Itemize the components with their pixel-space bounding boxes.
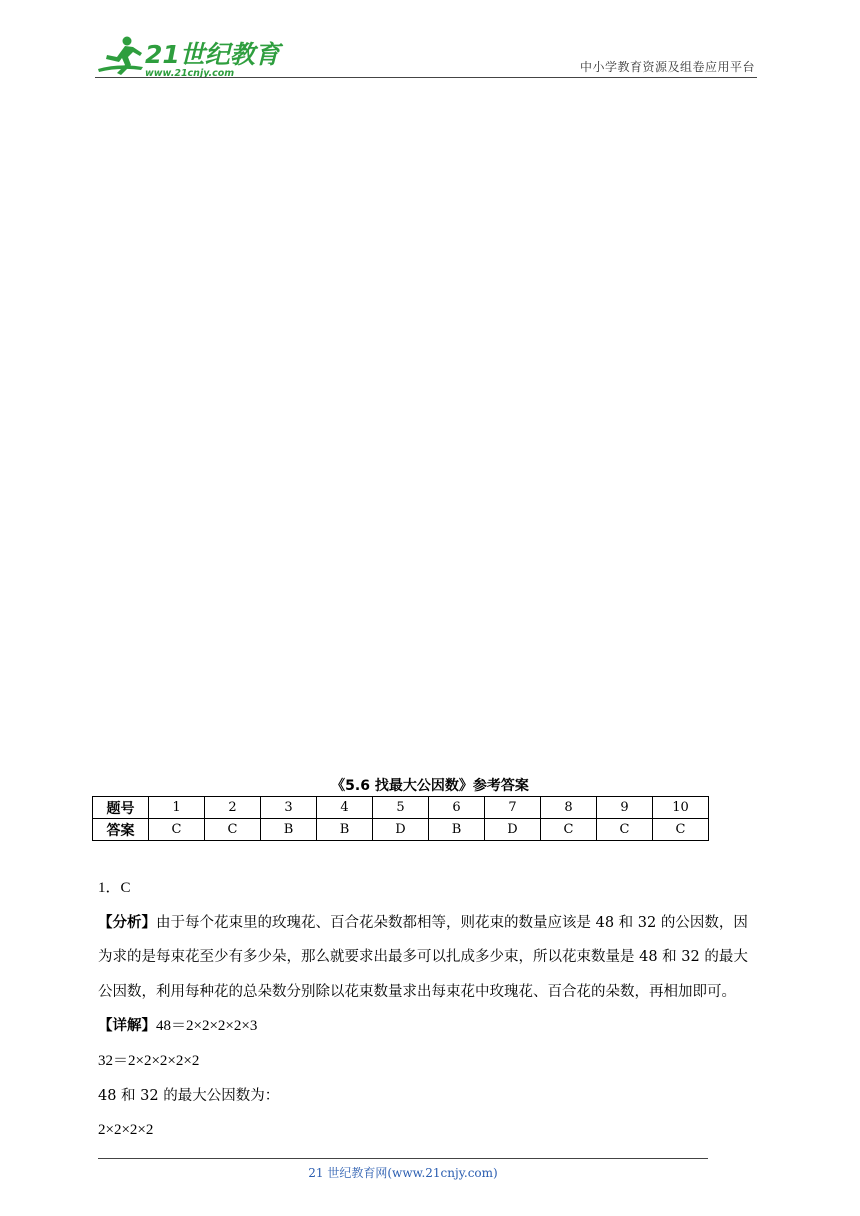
question-1-heading: 1．C: [98, 880, 131, 896]
question-number-cell: 9: [597, 797, 653, 819]
answer-cell: C: [149, 819, 205, 841]
question-number-cell: 2: [205, 797, 261, 819]
detail-line-2: 32＝2×2×2×2×2: [98, 1052, 200, 1069]
answer-cell: C: [597, 819, 653, 841]
detail-line-3: 48 和 32 的最大公因数为：: [98, 1087, 280, 1104]
answer-cell: D: [373, 819, 429, 841]
header-divider: [95, 77, 757, 78]
site-logo: [95, 33, 280, 79]
question-number-cell: 7: [485, 797, 541, 819]
detail-line-4: 2×2×2×2: [98, 1122, 154, 1139]
analysis-label: 【分析】: [98, 914, 156, 931]
solution-section: [98, 871, 770, 1148]
row-label-number: 题号: [93, 797, 149, 819]
detail-label: 【详解】: [98, 1018, 156, 1035]
page-header: [95, 30, 757, 78]
question-number-cell: 8: [541, 797, 597, 819]
analysis-paragraph: [98, 906, 770, 941]
answer-cell: B: [261, 819, 317, 841]
analysis-line-3: 公因数，利用每种花的总朵数分别除以花束数量求出每束花中玫瑰花、百合花的朵数，再相加即可。: [98, 983, 736, 1000]
analysis-line-2: 为求的是每束花至少有多少朵，那么就要求出最多可以扎成多少束，所以花束数量是 48 和 32 的最大: [98, 949, 748, 966]
question-number-cell: 6: [429, 797, 485, 819]
footer-link[interactable]: 21 世纪教育网(www.21cnjy.com): [308, 1166, 498, 1180]
question-number-cell: 5: [373, 797, 429, 819]
answer-cell: B: [317, 819, 373, 841]
table-row-numbers: [93, 797, 709, 819]
running-man-logo-icon: [95, 33, 280, 79]
answer-key-table: [92, 796, 709, 841]
row-label-answer: 答案: [93, 819, 149, 841]
table-row-answers: [93, 819, 709, 841]
answer-cell: C: [205, 819, 261, 841]
question-number-cell: 4: [317, 797, 373, 819]
answer-cell: C: [653, 819, 709, 841]
detail-line-1: 48＝2×2×2×2×3: [156, 1018, 258, 1035]
answer-cell: C: [541, 819, 597, 841]
answer-key-title: 《5.6 找最大公因数》参考答案: [331, 778, 529, 794]
svg-text:www.21cnjy.com: www.21cnjy.com: [145, 68, 235, 79]
svg-text:21世纪教育: 21世纪教育: [145, 40, 280, 69]
detail-paragraph: [98, 1009, 770, 1044]
question-number-cell: 3: [261, 797, 317, 819]
footer-divider: [98, 1158, 708, 1159]
answer-cell: B: [429, 819, 485, 841]
analysis-line-1: 由于每个花束里的玫瑰花、百合花朵数都相等，则花束的数量应该是 48 和 32 的公因数，因: [156, 914, 748, 931]
question-number-cell: 10: [653, 797, 709, 819]
answer-cell: D: [485, 819, 541, 841]
question-number-cell: 1: [149, 797, 205, 819]
platform-tagline: 中小学教育资源及组卷应用平台: [579, 60, 755, 74]
